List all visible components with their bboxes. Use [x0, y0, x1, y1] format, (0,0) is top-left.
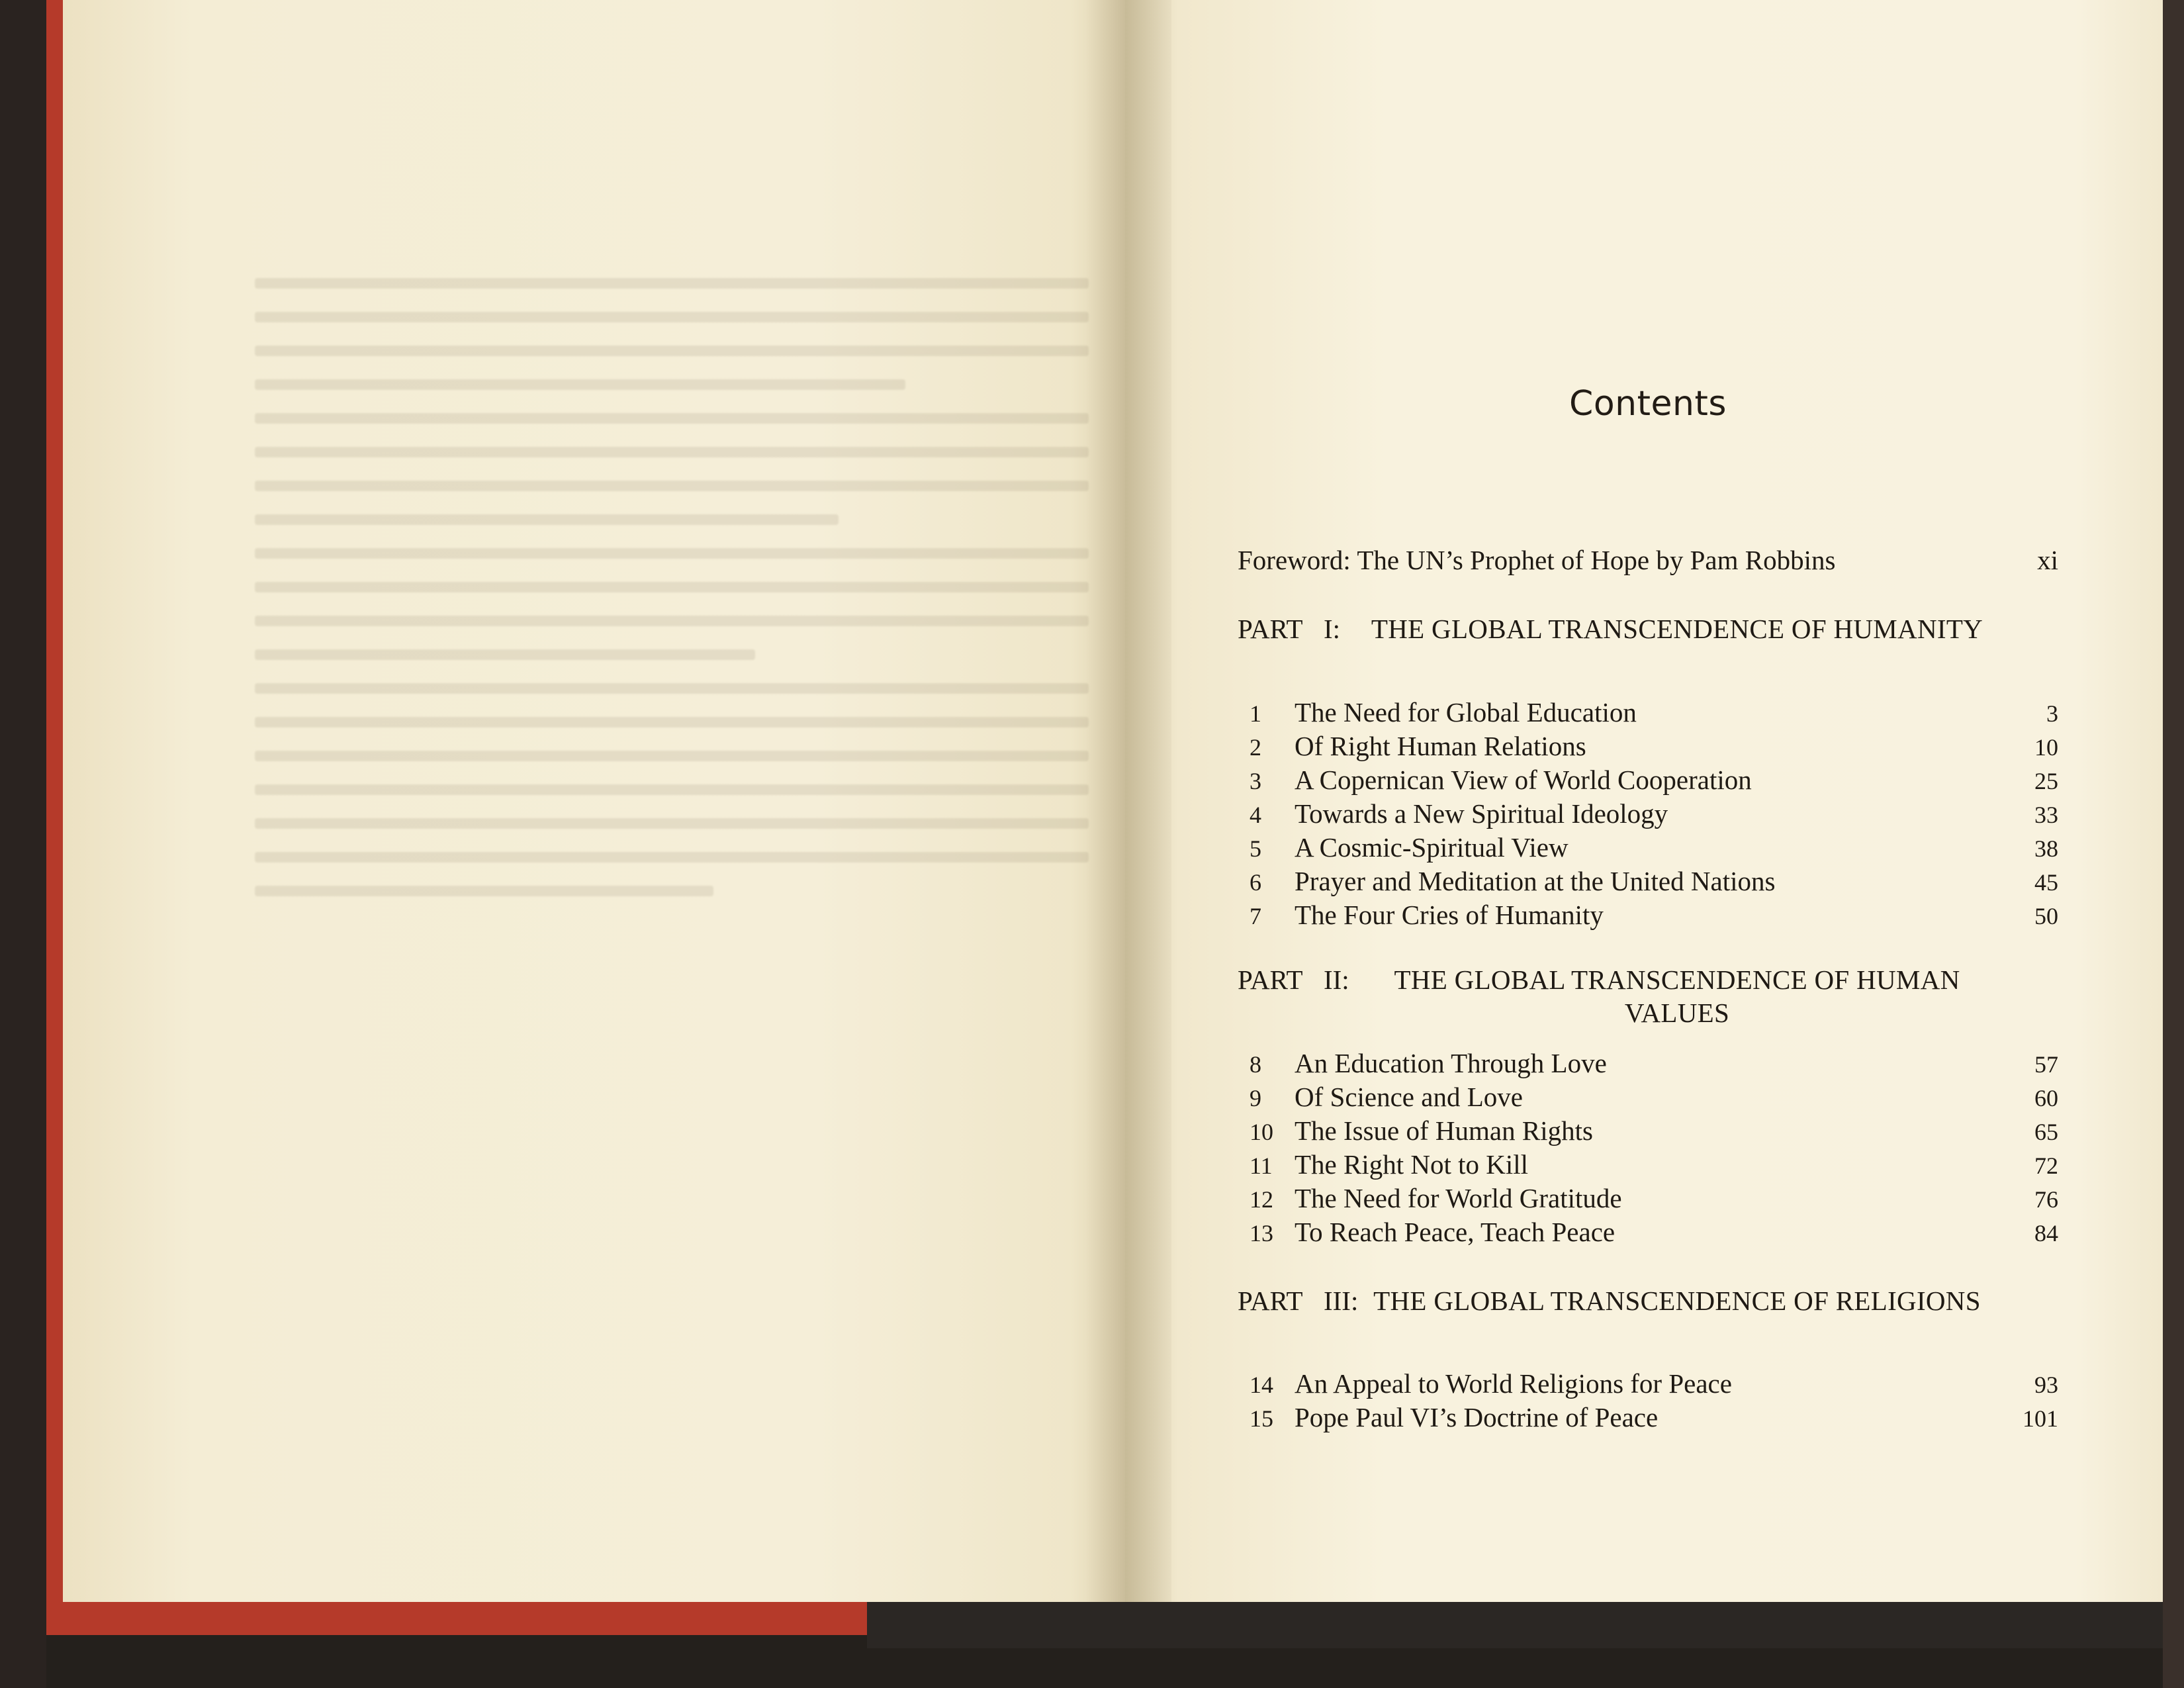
chapter-entry	[1238, 764, 2058, 798]
part-heading	[1238, 612, 2058, 645]
chapter-entry	[1238, 730, 2058, 764]
part-heading	[1238, 1284, 2058, 1317]
chapter-title: Prayer and Meditation at the United Nations	[1295, 866, 1776, 896]
chapter-title: The Four Cries of Humanity	[1295, 900, 1604, 930]
chapter-number: 11	[1250, 1152, 1273, 1179]
chapter-page: 65	[2034, 1119, 2058, 1145]
chapter-number: 10	[1250, 1119, 1273, 1145]
chapter-page: 57	[2034, 1051, 2058, 1078]
chapter-entry	[1238, 1115, 2058, 1149]
chapter-page: 33	[2034, 802, 2058, 828]
chapter-page: 76	[2034, 1186, 2058, 1213]
chapter-entry	[1238, 798, 2058, 831]
chapter-number: 7	[1250, 903, 1261, 929]
page-gutter	[1085, 0, 1171, 1602]
chapter-entry	[1238, 865, 2058, 899]
chapter-entry	[1238, 899, 2058, 933]
part-label: PART	[1238, 614, 1303, 644]
chapter-number: 3	[1250, 768, 1261, 794]
part-title: THE GLOBAL TRANSCENDENCE OF RELIGIONS	[1373, 1286, 1981, 1316]
chapter-entry	[1238, 1149, 2058, 1182]
part-label: PART	[1238, 1286, 1303, 1316]
chapter-number: 5	[1250, 835, 1261, 862]
foreword-page: xi	[2037, 545, 2058, 575]
foreword-title: Foreword: The UN’s Prophet of Hope by Pam Robbins	[1238, 545, 1836, 575]
chapter-entry	[1238, 1182, 2058, 1216]
chapter-number: 9	[1250, 1085, 1261, 1111]
foreword-entry	[1238, 544, 2058, 576]
chapter-page: 101	[2023, 1405, 2058, 1432]
chapter-list	[1238, 1368, 2058, 1435]
chapter-title: To Reach Peace, Teach Peace	[1295, 1217, 1615, 1247]
contents-heading: Contents	[1569, 384, 1727, 424]
chapter-title: An Appeal to World Religions for Peace	[1295, 1368, 1732, 1399]
chapter-entry	[1238, 1081, 2058, 1115]
chapter-entry	[1238, 1047, 2058, 1081]
chapter-title: A Copernican View of World Cooperation	[1295, 765, 1752, 795]
chapter-page: 10	[2034, 734, 2058, 761]
left-page	[63, 0, 1135, 1602]
chapter-number: 1	[1250, 700, 1261, 727]
chapter-title: The Issue of Human Rights	[1295, 1115, 1593, 1146]
chapter-page: 45	[2034, 869, 2058, 896]
chapter-title: Pope Paul VI’s Doctrine of Peace	[1295, 1402, 1659, 1432]
chapter-title: Of Science and Love	[1295, 1082, 1523, 1112]
chapter-page: 93	[2034, 1372, 2058, 1398]
chapter-number: 15	[1250, 1405, 1273, 1432]
chapter-entry	[1238, 1368, 2058, 1401]
chapter-page: 60	[2034, 1085, 2058, 1111]
chapter-number: 8	[1250, 1051, 1261, 1078]
chapter-title: The Need for Global Education	[1295, 697, 1637, 727]
part-title: THE GLOBAL TRANSCENDENCE OF HUMAN VALUES	[1394, 964, 1960, 1028]
chapter-page: 84	[2034, 1220, 2058, 1246]
chapter-title: An Education Through Love	[1295, 1048, 1607, 1078]
chapter-entry	[1238, 831, 2058, 865]
chapter-entry	[1238, 696, 2058, 730]
background-edge	[0, 0, 46, 1688]
chapter-entry	[1238, 1401, 2058, 1435]
chapter-page: 72	[2034, 1152, 2058, 1179]
part-heading	[1238, 963, 2058, 1029]
chapter-title: The Need for World Gratitude	[1295, 1183, 1622, 1213]
chapter-title: Towards a New Spiritual Ideology	[1295, 798, 1668, 829]
chapter-page: 25	[2034, 768, 2058, 794]
chapter-page: 3	[2046, 700, 2058, 727]
chapter-number: 14	[1250, 1372, 1273, 1398]
chapter-entry	[1238, 1216, 2058, 1250]
chapter-title: A Cosmic-Spiritual View	[1295, 832, 1569, 863]
show-through-text	[255, 278, 1089, 919]
chapter-page: 50	[2034, 903, 2058, 929]
chapter-page: 38	[2034, 835, 2058, 862]
part-title: THE GLOBAL TRANSCENDENCE OF HUMANITY	[1371, 614, 1983, 644]
chapter-title: Of Right Human Relations	[1295, 731, 1586, 761]
part-number: I:	[1324, 614, 1341, 644]
chapter-number: 13	[1250, 1220, 1273, 1246]
book-right-edge	[2163, 0, 2184, 1688]
chapter-number: 6	[1250, 869, 1261, 896]
chapter-number: 2	[1250, 734, 1261, 761]
chapter-number: 12	[1250, 1186, 1273, 1213]
chapter-list	[1238, 1047, 2058, 1250]
chapter-title: The Right Not to Kill	[1295, 1149, 1529, 1180]
book-spine-band	[867, 1595, 2184, 1648]
part-number: III:	[1324, 1286, 1359, 1316]
part-number: II:	[1324, 964, 1349, 995]
chapter-number: 4	[1250, 802, 1261, 828]
part-label: PART	[1238, 964, 1303, 995]
chapter-list	[1238, 696, 2058, 933]
